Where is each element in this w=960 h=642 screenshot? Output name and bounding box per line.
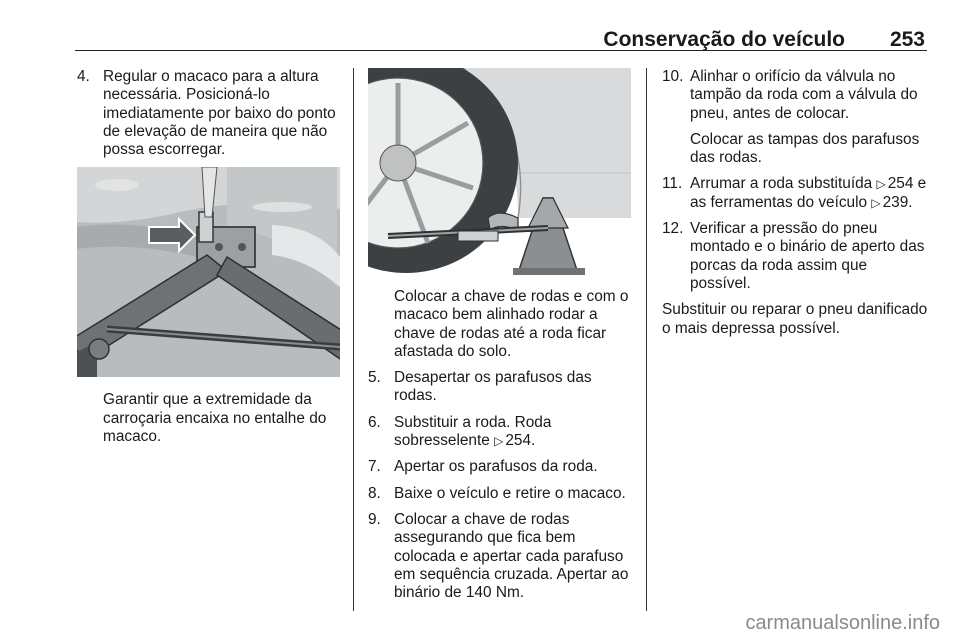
- step-number: 6.: [368, 413, 381, 431]
- step-8: [368, 485, 636, 503]
- page-reference-link[interactable]: 239: [882, 193, 909, 211]
- watermark: carmanualsonline.info: [745, 612, 940, 634]
- step-6: [368, 414, 636, 451]
- step-text: Desapertar os parafusos das rodas.: [394, 369, 592, 405]
- figure-wheel-lift: [368, 68, 636, 276]
- step-text: Colocar a chave de rodas assegurando que fica bem colocada e apertar cada parafuso em sequência cruzada. Apertar ao binário de 140 Nm.: [394, 510, 629, 602]
- step-number: 7.: [368, 458, 381, 476]
- step-number: 11.: [662, 175, 683, 193]
- page-reference-link[interactable]: 254: [887, 175, 914, 193]
- column-3: [662, 68, 930, 346]
- step-4: [77, 68, 342, 159]
- step-12: [662, 220, 930, 293]
- figure-jack-placement: [77, 167, 342, 377]
- step-10: [662, 68, 930, 123]
- step-text: Arrumar a roda substituída: [690, 175, 877, 193]
- step-text: Regular o macaco para a altura necessária. Posicioná-lo imediatamente por baixo do ponto de elevação de maneira que não possa escorregar.: [103, 68, 336, 159]
- step-number: 9.: [368, 510, 381, 528]
- step-text: Substituir a roda. Roda sobresselente: [394, 413, 552, 450]
- page-reference-icon: ▷: [494, 434, 504, 449]
- page-reference-icon: ▷: [871, 195, 881, 210]
- step-number: 5.: [368, 369, 381, 387]
- step-text-end: .: [531, 432, 536, 450]
- column-divider-2: [646, 68, 647, 611]
- jack-under-sill-illustration: [77, 167, 340, 377]
- step-number: 10.: [662, 68, 684, 85]
- page-reference-icon: ▷: [876, 177, 886, 192]
- section-title: Conservação do veículo: [603, 28, 845, 51]
- column-divider-1: [353, 68, 354, 611]
- step-text: Apertar os parafusos da roda.: [394, 458, 598, 476]
- step-5: [368, 369, 636, 406]
- step-text-end: .: [908, 193, 913, 211]
- step-number: 4.: [77, 68, 90, 85]
- figure-caption: Colocar a chave de rodas e com o macaco bem alinhado rodar a chave de rodas até a roda ficar afastada do solo.: [394, 288, 629, 360]
- step-text: Verificar a pressão do pneu montado e o binário de aperto das porcas da roda assim que possível.: [690, 220, 925, 292]
- step-text: Alinhar o orifício da válvula no tampão da roda com a válvula do pneu, antes de colocar.: [690, 68, 918, 122]
- step-text-middle: e as ferramentas do veículo: [690, 175, 927, 211]
- figure-caption: Garantir que a extremidade da carroçaria encaixa no entalhe do macaco.: [103, 391, 327, 446]
- column-1: [77, 68, 342, 454]
- step-10-note: Colocar as tampas dos parafusos das rodas.: [690, 130, 920, 167]
- closing-paragraph: Substituir ou reparar o pneu danificado o mais depressa possível.: [662, 301, 928, 337]
- step-7: [368, 458, 636, 476]
- step-number: 8.: [368, 484, 381, 502]
- page-reference-link[interactable]: 254: [505, 432, 532, 450]
- column-2: [368, 68, 636, 610]
- wheel-and-jack-illustration: [368, 68, 631, 276]
- step-11: [662, 175, 930, 212]
- step-9: [368, 511, 636, 602]
- step-text: Baixe o veículo e retire o macaco.: [394, 484, 626, 502]
- step-number: 12.: [662, 220, 684, 238]
- page-number: 253: [889, 28, 925, 51]
- header-divider: [75, 50, 927, 51]
